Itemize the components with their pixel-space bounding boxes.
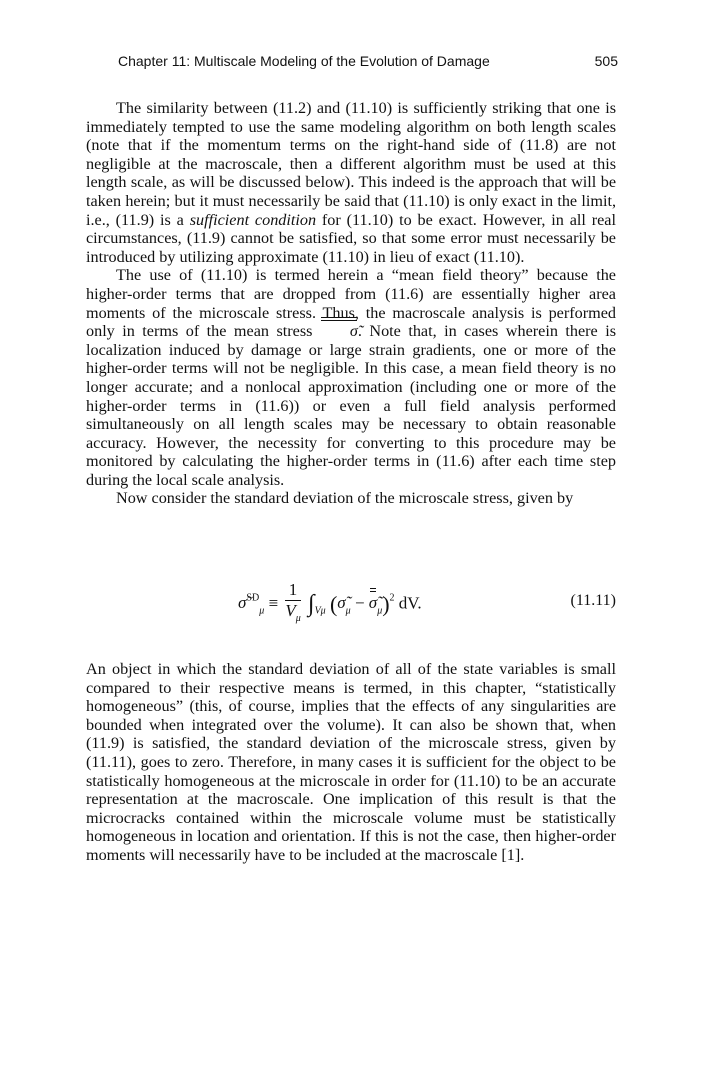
eq-fraction bbox=[285, 580, 300, 629]
eq-denominator: $V_\mu$ bbox=[285, 601, 301, 624]
equation-11-11 bbox=[86, 574, 616, 638]
eq-lhs-symbol: σ̃ bbox=[238, 593, 247, 613]
paragraph-4: An object in which the standard deviation of all of the state variables is small compared to their respective means is termed, in this chapter, “statistically homogeneous” (this, of course, implies that the effects of any singularities are bounded when integrated over the volume). It can also be shown that, when (11.9) is satisfied, the standard deviation of the microscale stress, given by (11.11), goes to zero. Therefore, in many cases it is sufficient for the object to be statistically homogeneous at the microscale in order for (11.10) to be an accurate representation at the macroscale. One implication of this result is that the microcracks contained within the microscale volume must be statistically homogeneous in location and orientation. If this is not the case, then higher-order moments will necessarily have to be included at the macroscale [1]. bbox=[86, 660, 616, 864]
eq-open-paren: ( bbox=[329, 591, 338, 617]
eq-numerator: 1 bbox=[285, 580, 300, 601]
eq-relation: ≡ bbox=[268, 593, 279, 613]
eq-lhs-subscript: μ bbox=[259, 605, 265, 617]
text-block-lower bbox=[86, 660, 616, 865]
page-number: 505 bbox=[594, 53, 618, 69]
text-block-upper bbox=[86, 99, 616, 508]
equation-body: σ̃$^{SD}_\mu$ ≡ $\frac{1}{V_\mu}$ $\int_{V\mu}$ ($\sigmã_\mu$ − $\sigmã_\mu)^2$ dV. bbox=[238, 580, 422, 636]
running-header bbox=[118, 53, 618, 73]
eq-integral: ∫ bbox=[307, 591, 315, 617]
eq-exponent: 2 bbox=[389, 592, 395, 604]
eq-integral-domain: Vμ bbox=[314, 605, 326, 617]
paragraph-3: Now consider the standard deviation of the microscale stress, given by bbox=[116, 489, 574, 508]
eq-minus: − bbox=[354, 593, 365, 613]
paragraph-1: The similarity between (11.2) and (11.10) is sufficiently striking that one is immediately tempted to use the same modeling algorithm on both length scales (note that if the momentum terms on the right-hand side of (11.8) are not negligible at the macroscale, then a different algorithm must be used at this length scale, as will be discussed below). This indeed is the approach that will be taken herein; but it must necessarily be said that (11.10) is only exact in the limit, i.e., (11.9) is a sufficient condition for (11.10) to be exact. However, in all real circumstances, (11.9) cannot be satisfied, so that some error must necessarily be introduced by utilizing approximate (11.10) in lieu of exact (11.10). bbox=[86, 99, 616, 266]
chapter-title: Chapter 11: Multiscale Modeling of the Evolution of Damage bbox=[118, 53, 490, 69]
eq-term-2: σ̃ bbox=[369, 593, 377, 613]
eq-lhs-superscript: SD bbox=[246, 592, 260, 604]
eq-close-paren: ) bbox=[382, 591, 390, 617]
eq-term-1: σ̃ bbox=[337, 593, 346, 613]
paragraph-2: The use of (11.10) is termed herein a “mean field theory” because the higher-order terms that are dropped from (11.6) are essentially higher area moments of the microscale stress. Thus, the macroscale analysis is performed only in terms of the mean stress σ̃. Note that, in cases wherein there is localization induced by damage or large strain gradients, one or more of the higher-order terms will not be negligible. In this case, a mean field theory is no longer accurate; and a nonlocal approximation (including one or more of the higher-order terms in (11.6)) or even a full field analysis performed simultaneously on all length scales may be necessary to obtain reasonable accuracy. However, the necessity for converting to this procedure may be monitored by calculating the higher-order terms in (11.6) after each time step during the local scale analysis. bbox=[86, 266, 616, 489]
eq-differential: dV. bbox=[398, 593, 422, 613]
mean-stress-symbol: σ̃ bbox=[320, 322, 358, 341]
equation-number: (11.11) bbox=[570, 592, 616, 609]
emphasis-text: sufficient condition bbox=[189, 210, 317, 229]
